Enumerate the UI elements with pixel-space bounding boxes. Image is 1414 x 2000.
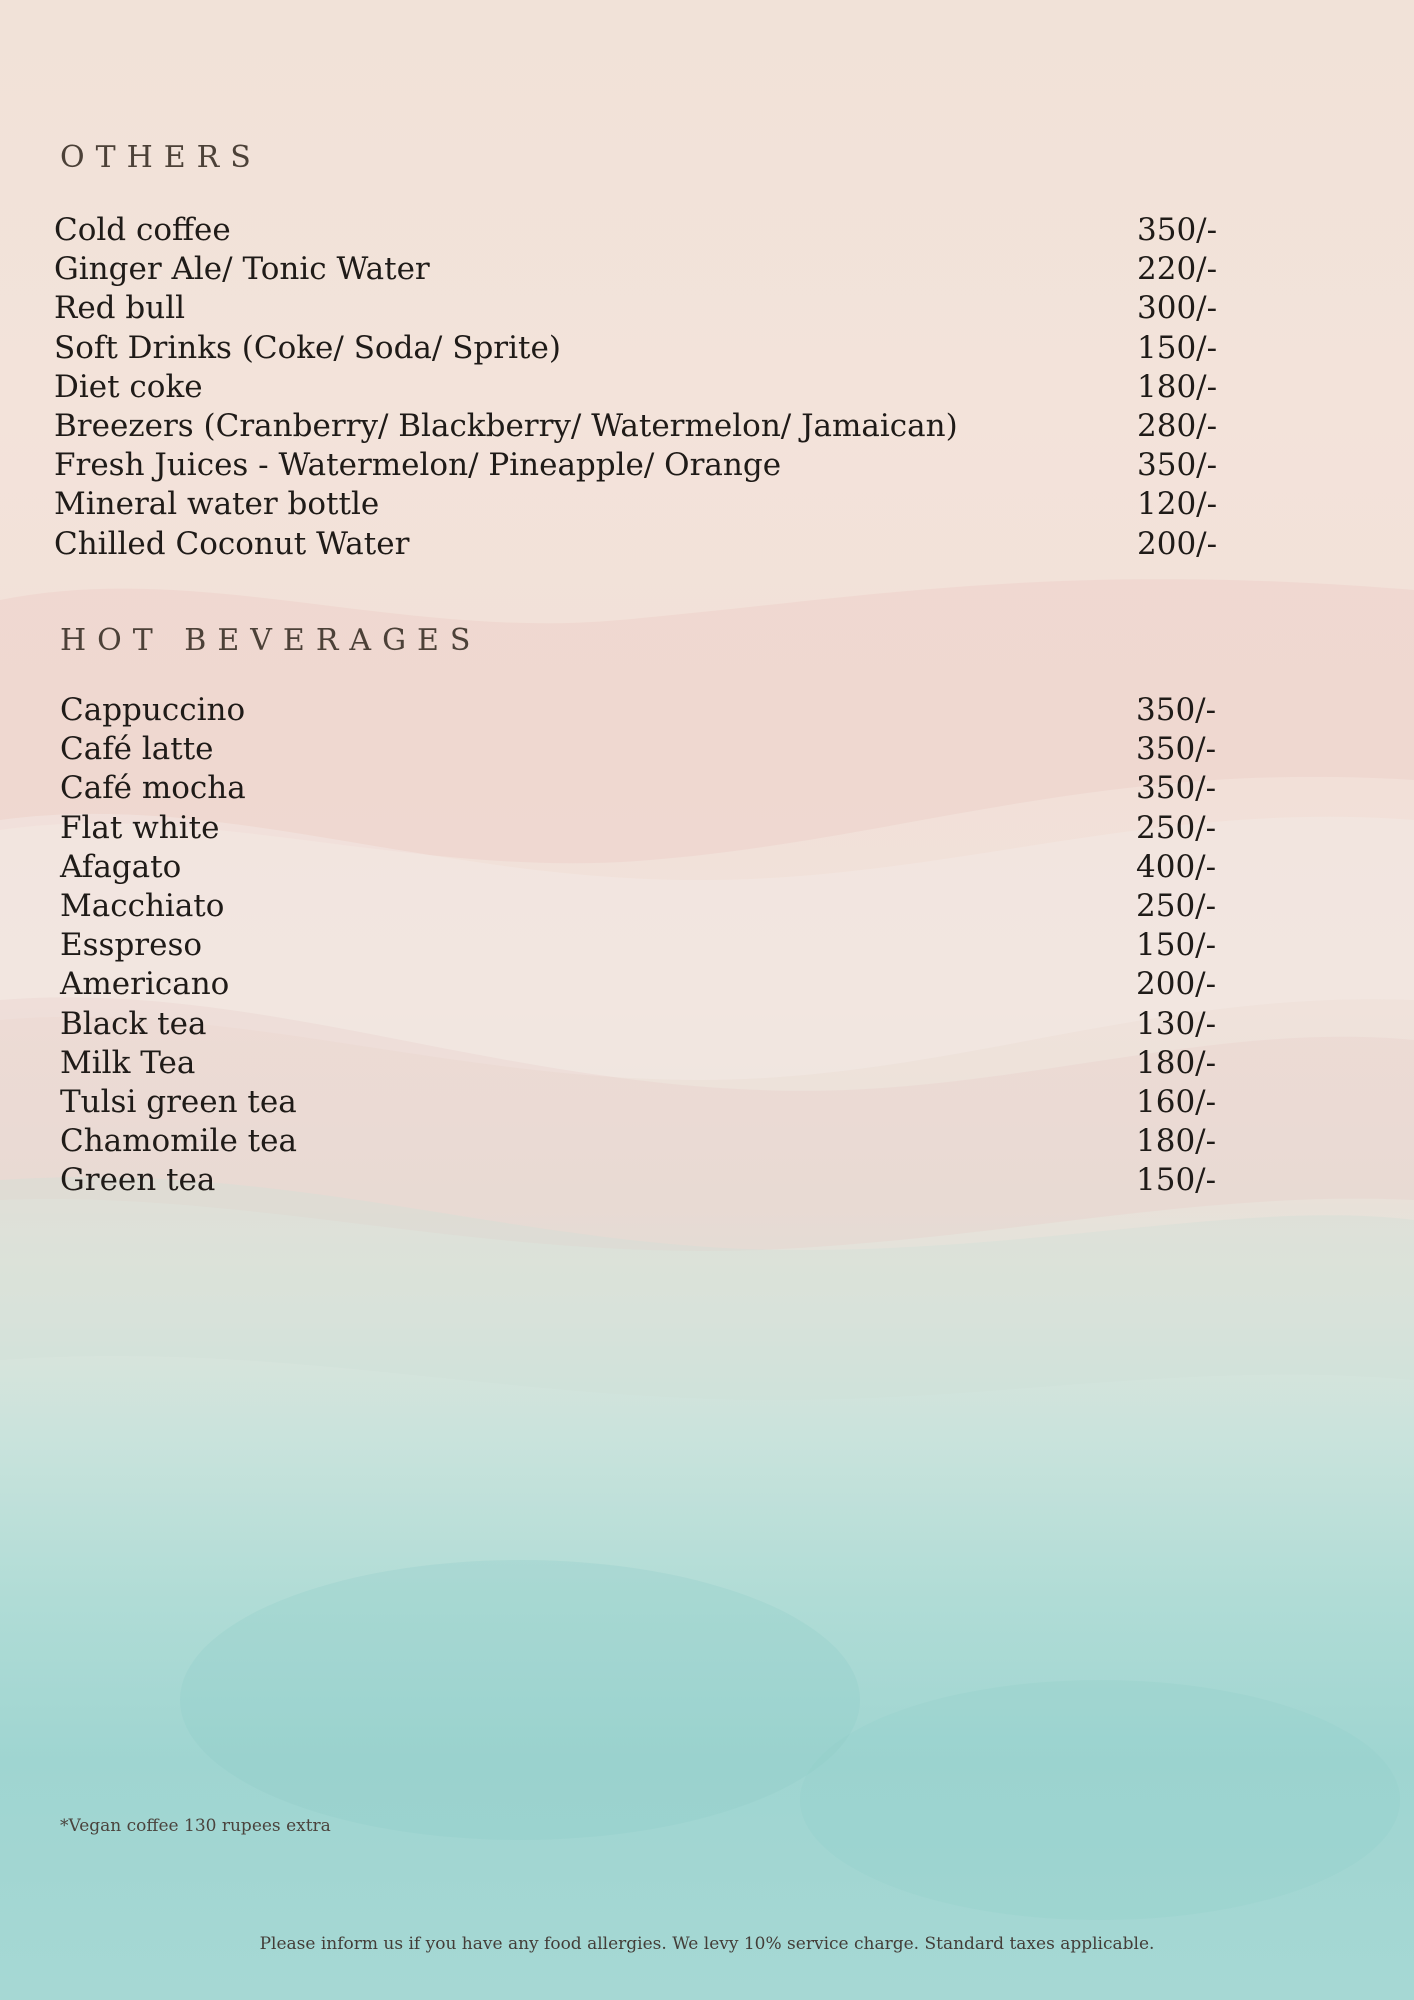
menu-item-name: Macchiato <box>60 887 225 924</box>
menu-item <box>54 446 1234 485</box>
menu-item-price: 350/- <box>1137 212 1218 248</box>
menu-item <box>54 368 1234 407</box>
menu-item-name: Milk Tea <box>60 1044 196 1081</box>
menu-item-price: 350/- <box>1136 692 1217 728</box>
menu-item-name: Diet coke <box>54 368 203 405</box>
menu-item-name: Black tea <box>60 1005 207 1042</box>
menu-item-price: 160/- <box>1136 1083 1217 1120</box>
menu-item-name: Red bull <box>54 290 186 327</box>
menu-item-name: Cappuccino <box>60 692 246 728</box>
menu-item <box>60 1044 1240 1083</box>
menu-item-price: 250/- <box>1136 809 1217 846</box>
menu-item-price: 300/- <box>1137 290 1218 327</box>
menu-item-price: 350/- <box>1137 447 1218 484</box>
menu-item <box>60 848 1240 887</box>
menu-item-price: 350/- <box>1136 731 1217 768</box>
menu-item-price: 250/- <box>1136 887 1217 924</box>
menu-item <box>60 1161 1240 1200</box>
section-title-others: OTHERS <box>60 140 262 175</box>
menu-item-name: Chamomile tea <box>60 1123 297 1160</box>
menu-item-price: 150/- <box>1136 1162 1217 1199</box>
menu-item <box>54 289 1234 328</box>
menu-item-name: Breezers (Cranberry/ Blackberry/ Watermelon/ Jamaican) <box>54 407 958 444</box>
menu-item-name: Soft Drinks (Coke/ Soda/ Sprite) <box>54 329 561 366</box>
section-title-hot-beverages: HOT BEVERAGES <box>60 623 482 658</box>
menu-item-price: 150/- <box>1136 927 1217 964</box>
menu-item-name: Cold coffee <box>54 212 231 248</box>
menu-item-price: 180/- <box>1137 368 1218 405</box>
menu-item-price: 120/- <box>1137 486 1218 523</box>
menu-item <box>60 769 1240 808</box>
menu-item-price: 220/- <box>1137 251 1218 288</box>
menu-item-name: Green tea <box>60 1162 216 1199</box>
menu-item-name: Café mocha <box>60 770 246 807</box>
menu-item-price: 200/- <box>1137 525 1218 562</box>
menu-item-price: 150/- <box>1137 329 1218 366</box>
menu-item-name: Afagato <box>60 848 182 885</box>
menu-item-price: 180/- <box>1136 1044 1217 1081</box>
menu-item-name: Flat white <box>60 809 220 846</box>
menu-item-name: Ginger Ale/ Tonic Water <box>54 251 430 288</box>
menu-item-name: Chilled Coconut Water <box>54 525 410 562</box>
menu-item <box>54 485 1234 524</box>
menu-item-price: 280/- <box>1137 407 1218 444</box>
menu-item <box>54 525 1234 564</box>
menu-item <box>54 211 1234 250</box>
menu-item <box>60 809 1240 848</box>
menu-item <box>54 250 1234 289</box>
menu-item <box>60 730 1240 769</box>
menu-item <box>60 887 1240 926</box>
menu-item <box>60 1083 1240 1122</box>
menu-item-name: Esspreso <box>60 927 203 964</box>
menu-item-name: Tulsi green tea <box>60 1083 297 1120</box>
hot-beverages-item-list <box>60 691 1240 1200</box>
menu-item-price: 180/- <box>1136 1123 1217 1160</box>
menu-item <box>60 1122 1240 1161</box>
menu-item <box>60 691 1240 730</box>
menu-item <box>60 1005 1240 1044</box>
menu-item <box>54 407 1234 446</box>
menu-item-name: Café latte <box>60 731 214 768</box>
menu-item-name: Americano <box>60 966 230 1003</box>
menu-item-name: Fresh Juices - Watermelon/ Pineapple/ Orange <box>54 447 782 484</box>
menu-item <box>54 329 1234 368</box>
footer-disclaimer: Please inform us if you have any food allergies. We levy 10% service charge. Standard taxes applicable. <box>259 1934 1155 1954</box>
vegan-note: *Vegan coffee 130 rupees extra <box>60 1816 331 1836</box>
menu-item-price: 130/- <box>1136 1005 1217 1042</box>
menu-item-price: 400/- <box>1136 848 1217 885</box>
menu-item <box>60 965 1240 1004</box>
menu-item-name: Mineral water bottle <box>54 486 380 523</box>
menu-item-price: 200/- <box>1136 966 1217 1003</box>
menu-item-price: 350/- <box>1136 770 1217 807</box>
others-item-list <box>54 211 1234 564</box>
menu-item <box>60 926 1240 965</box>
